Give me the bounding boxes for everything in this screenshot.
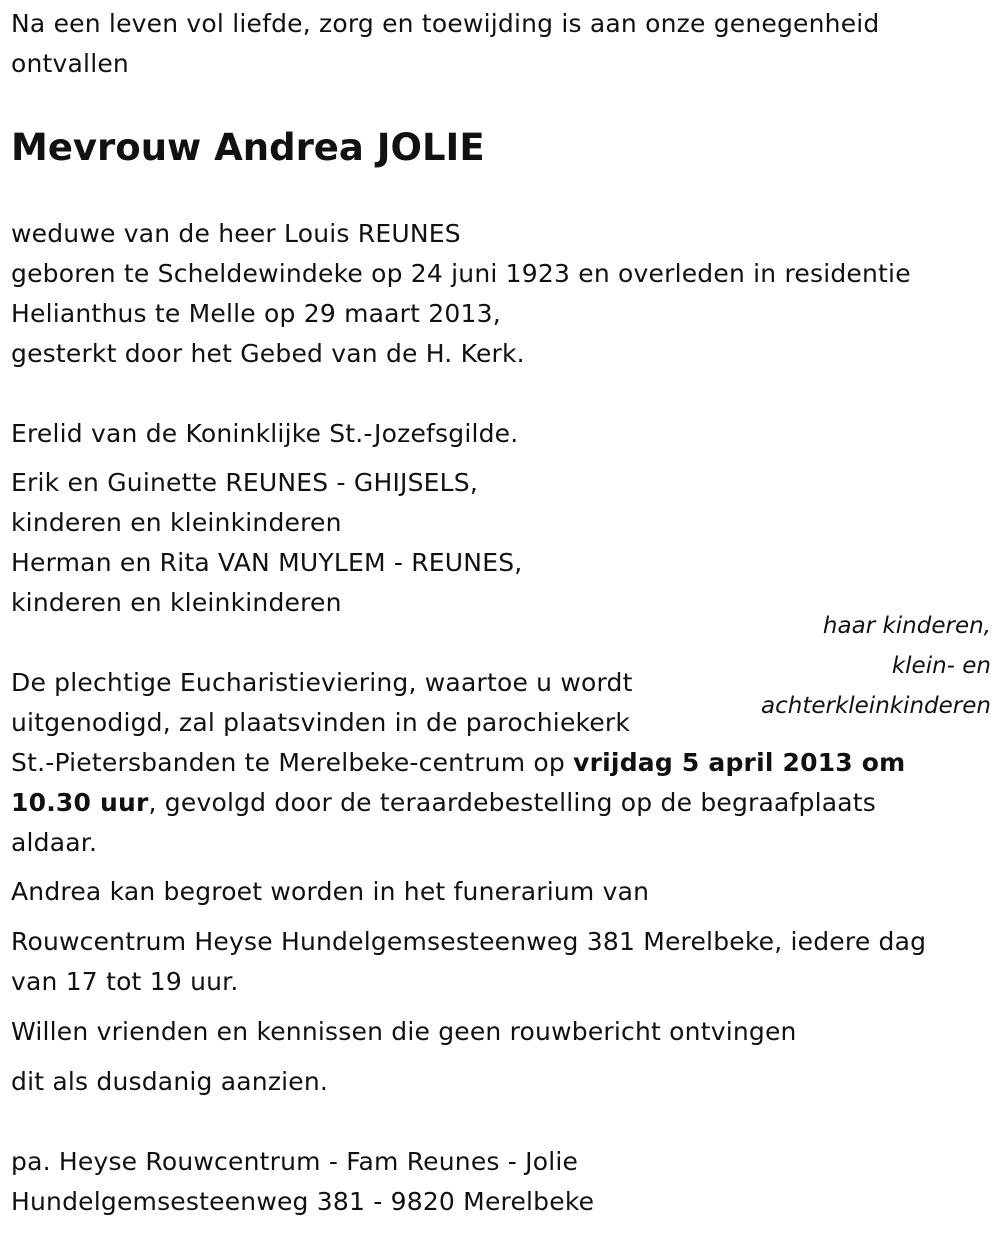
- ceremony-info: [11, 663, 905, 863]
- intro-line: ontvallen: [11, 49, 129, 78]
- visit-line: Rouwcentrum Heyse Hundelgemsesteenweg 381 Merelbeke, iedere dag: [11, 927, 927, 956]
- notice-text: Willen vrienden en kennissen die geen rouwbericht ontvingen: [11, 1017, 797, 1046]
- ceremony-line: aldaar.: [11, 828, 98, 857]
- notice-line-1: [11, 1012, 797, 1052]
- bio-line: gesterkt door het Gebed van de H. Kerk.: [11, 339, 525, 368]
- deceased-name: Mevrouw Andrea JOLIE: [11, 126, 485, 169]
- side-note-line: haar kinderen,: [822, 613, 991, 639]
- ceremony-text: St.-Pietersbanden te Merelbeke-centrum op: [11, 748, 574, 777]
- biography: [11, 214, 911, 374]
- bio-line: Helianthus te Melle op 29 maart 2013,: [11, 299, 501, 328]
- bio-line: geboren te Scheldewindeke op 24 juni 1923 en overleden in residentie: [11, 259, 911, 288]
- visitation-intro: [11, 872, 649, 912]
- visit-line: van 17 tot 19 uur.: [11, 967, 239, 996]
- visitation-details: [11, 922, 926, 1002]
- honor-text: Erelid van de Koninklijke St.-Jozefsgilde.: [11, 419, 519, 448]
- ceremony-line: [11, 783, 905, 823]
- ceremony-date: vrijdag 5 april 2013 om: [573, 748, 906, 777]
- ceremony-line: De plechtige Eucharistieviering, waartoe u wordt: [11, 668, 633, 697]
- notice-text: dit als dusdanig aanzien.: [11, 1067, 329, 1096]
- address-line: pa. Heyse Rouwcentrum - Fam Reunes - Jolie: [11, 1147, 579, 1176]
- family-list: [11, 463, 522, 623]
- contact-address: [11, 1142, 594, 1222]
- intro-text: [11, 4, 880, 84]
- ceremony-line: uitgenodigd, zal plaatsvinden in de parochiekerk: [11, 708, 631, 737]
- ceremony-line: [11, 743, 905, 783]
- family-line: Erik en Guinette REUNES - GHIJSELS,: [11, 468, 479, 497]
- visit-line: Andrea kan begroet worden in het funerarium van: [11, 877, 650, 906]
- side-note-line: achterkleinkinderen: [761, 693, 991, 719]
- honor-line: [11, 414, 518, 454]
- intro-line: Na een leven vol liefde, zorg en toewijding is aan onze genegenheid: [11, 9, 880, 38]
- ceremony-text: , gevolgd door de teraardebestelling op de begraafplaats: [148, 788, 877, 817]
- family-line: kinderen en kleinkinderen: [11, 588, 342, 617]
- notice-line-2: [11, 1062, 328, 1102]
- address-line: Hundelgemsesteenweg 381 - 9820 Merelbeke: [11, 1187, 595, 1216]
- side-note-line: klein- en: [891, 653, 991, 679]
- bio-line: weduwe van de heer Louis REUNES: [11, 219, 461, 248]
- family-line: kinderen en kleinkinderen: [11, 508, 342, 537]
- family-line: Herman en Rita VAN MUYLEM - REUNES,: [11, 548, 523, 577]
- ceremony-time: 10.30 uur: [11, 788, 149, 817]
